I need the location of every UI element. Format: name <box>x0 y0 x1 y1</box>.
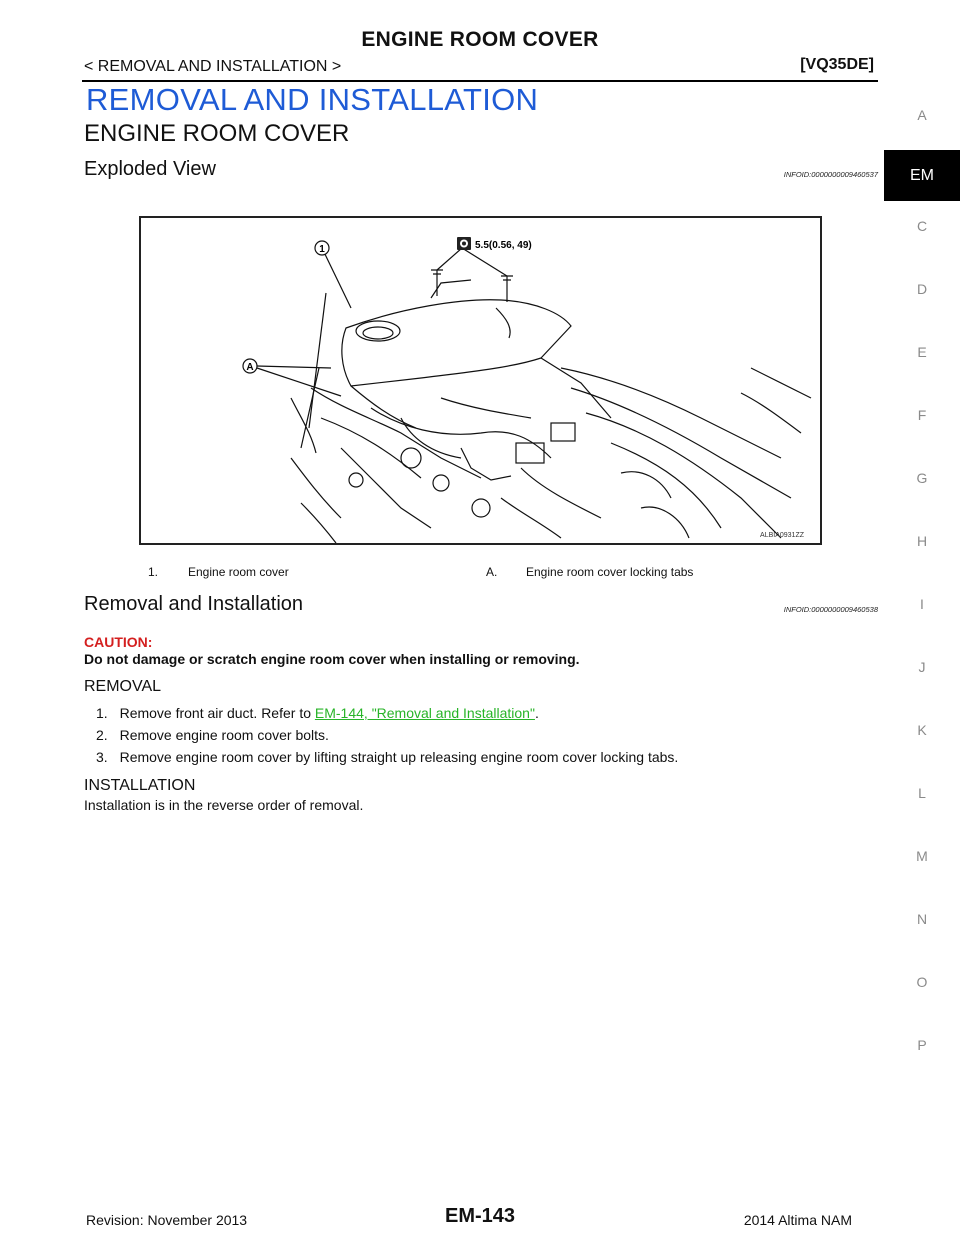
page-header-title: ENGINE ROOM COVER <box>361 28 599 51</box>
engine-room-illustration <box>139 216 822 545</box>
caution-label: CAUTION: <box>84 634 153 650</box>
torque-wrench-icon <box>457 237 471 250</box>
removal-step-1 <box>96 705 539 721</box>
removal-heading: REMOVAL <box>84 678 162 695</box>
step-text: Remove front air duct. Refer to <box>119 705 315 721</box>
installation-heading: INSTALLATION <box>84 777 196 794</box>
side-index-o[interactable]: O <box>916 974 928 990</box>
legend-key-a: A. <box>486 565 498 579</box>
side-index-a[interactable]: A <box>917 107 927 123</box>
step-number: 2. <box>96 727 108 743</box>
side-index-j[interactable]: J <box>918 659 926 675</box>
section-title: REMOVAL AND INSTALLATION <box>86 82 539 117</box>
side-index-g[interactable]: G <box>916 470 928 486</box>
side-index-p[interactable]: P <box>917 1037 927 1053</box>
figure-id: ALBIA0931ZZ <box>760 532 804 539</box>
legend-label-1: Engine room cover <box>188 565 289 579</box>
side-index-em[interactable]: EM <box>884 150 960 201</box>
legend-label-a: Engine room cover locking tabs <box>526 565 694 579</box>
side-index-f[interactable]: F <box>917 407 927 423</box>
installation-text: Installation is in the reverse order of removal. <box>84 797 364 813</box>
side-index-c[interactable]: C <box>916 218 928 234</box>
caution-text: Do not damage or scratch engine room cover when installing or removing. <box>84 651 580 667</box>
side-index-l[interactable]: L <box>918 785 926 801</box>
side-index <box>884 102 960 1095</box>
revision-date: Revision: November 2013 <box>86 1212 248 1228</box>
side-index-k[interactable]: K <box>917 722 927 738</box>
callout-a-label: A <box>246 362 254 373</box>
step-number: 3. <box>96 749 108 765</box>
reference-link-em-144[interactable]: EM-144, "Removal and Installation" <box>314 705 535 721</box>
step-text-end: . <box>534 705 539 721</box>
removal-installation-infoid: INFOID:0000000009460538 <box>783 605 878 614</box>
removal-step-3 <box>96 749 678 765</box>
side-index-e[interactable]: E <box>917 344 927 360</box>
side-index-d[interactable]: D <box>916 281 928 297</box>
side-index-i[interactable]: I <box>920 596 924 612</box>
legend-key-1: 1. <box>148 565 159 579</box>
step-text: Remove engine room cover bolts. <box>119 727 329 743</box>
torque-value: 5.5(0.56, 49) <box>475 240 532 251</box>
breadcrumb: < REMOVAL AND INSTALLATION > <box>84 58 342 75</box>
removal-installation-heading: Removal and Installation <box>84 593 304 615</box>
side-index-n[interactable]: N <box>916 911 928 927</box>
page-number: EM-143 <box>444 1205 516 1227</box>
step-text: Remove engine room cover by lifting straight up releasing engine room cover locking tabs. <box>119 749 679 765</box>
engine-code: [VQ35DE] <box>800 56 874 73</box>
side-index-h[interactable]: H <box>916 533 928 549</box>
step-number: 1. <box>96 705 108 721</box>
callout-1-label: 1 <box>319 244 325 255</box>
removal-step-2 <box>96 727 329 743</box>
exploded-view-infoid: INFOID:0000000009460537 <box>783 170 878 179</box>
subsection-title: ENGINE ROOM COVER <box>84 120 350 147</box>
vehicle-model: 2014 Altima NAM <box>743 1212 852 1228</box>
side-index-m[interactable]: M <box>916 848 928 864</box>
engine-line-drawing <box>141 218 822 545</box>
exploded-view-heading: Exploded View <box>84 158 216 180</box>
